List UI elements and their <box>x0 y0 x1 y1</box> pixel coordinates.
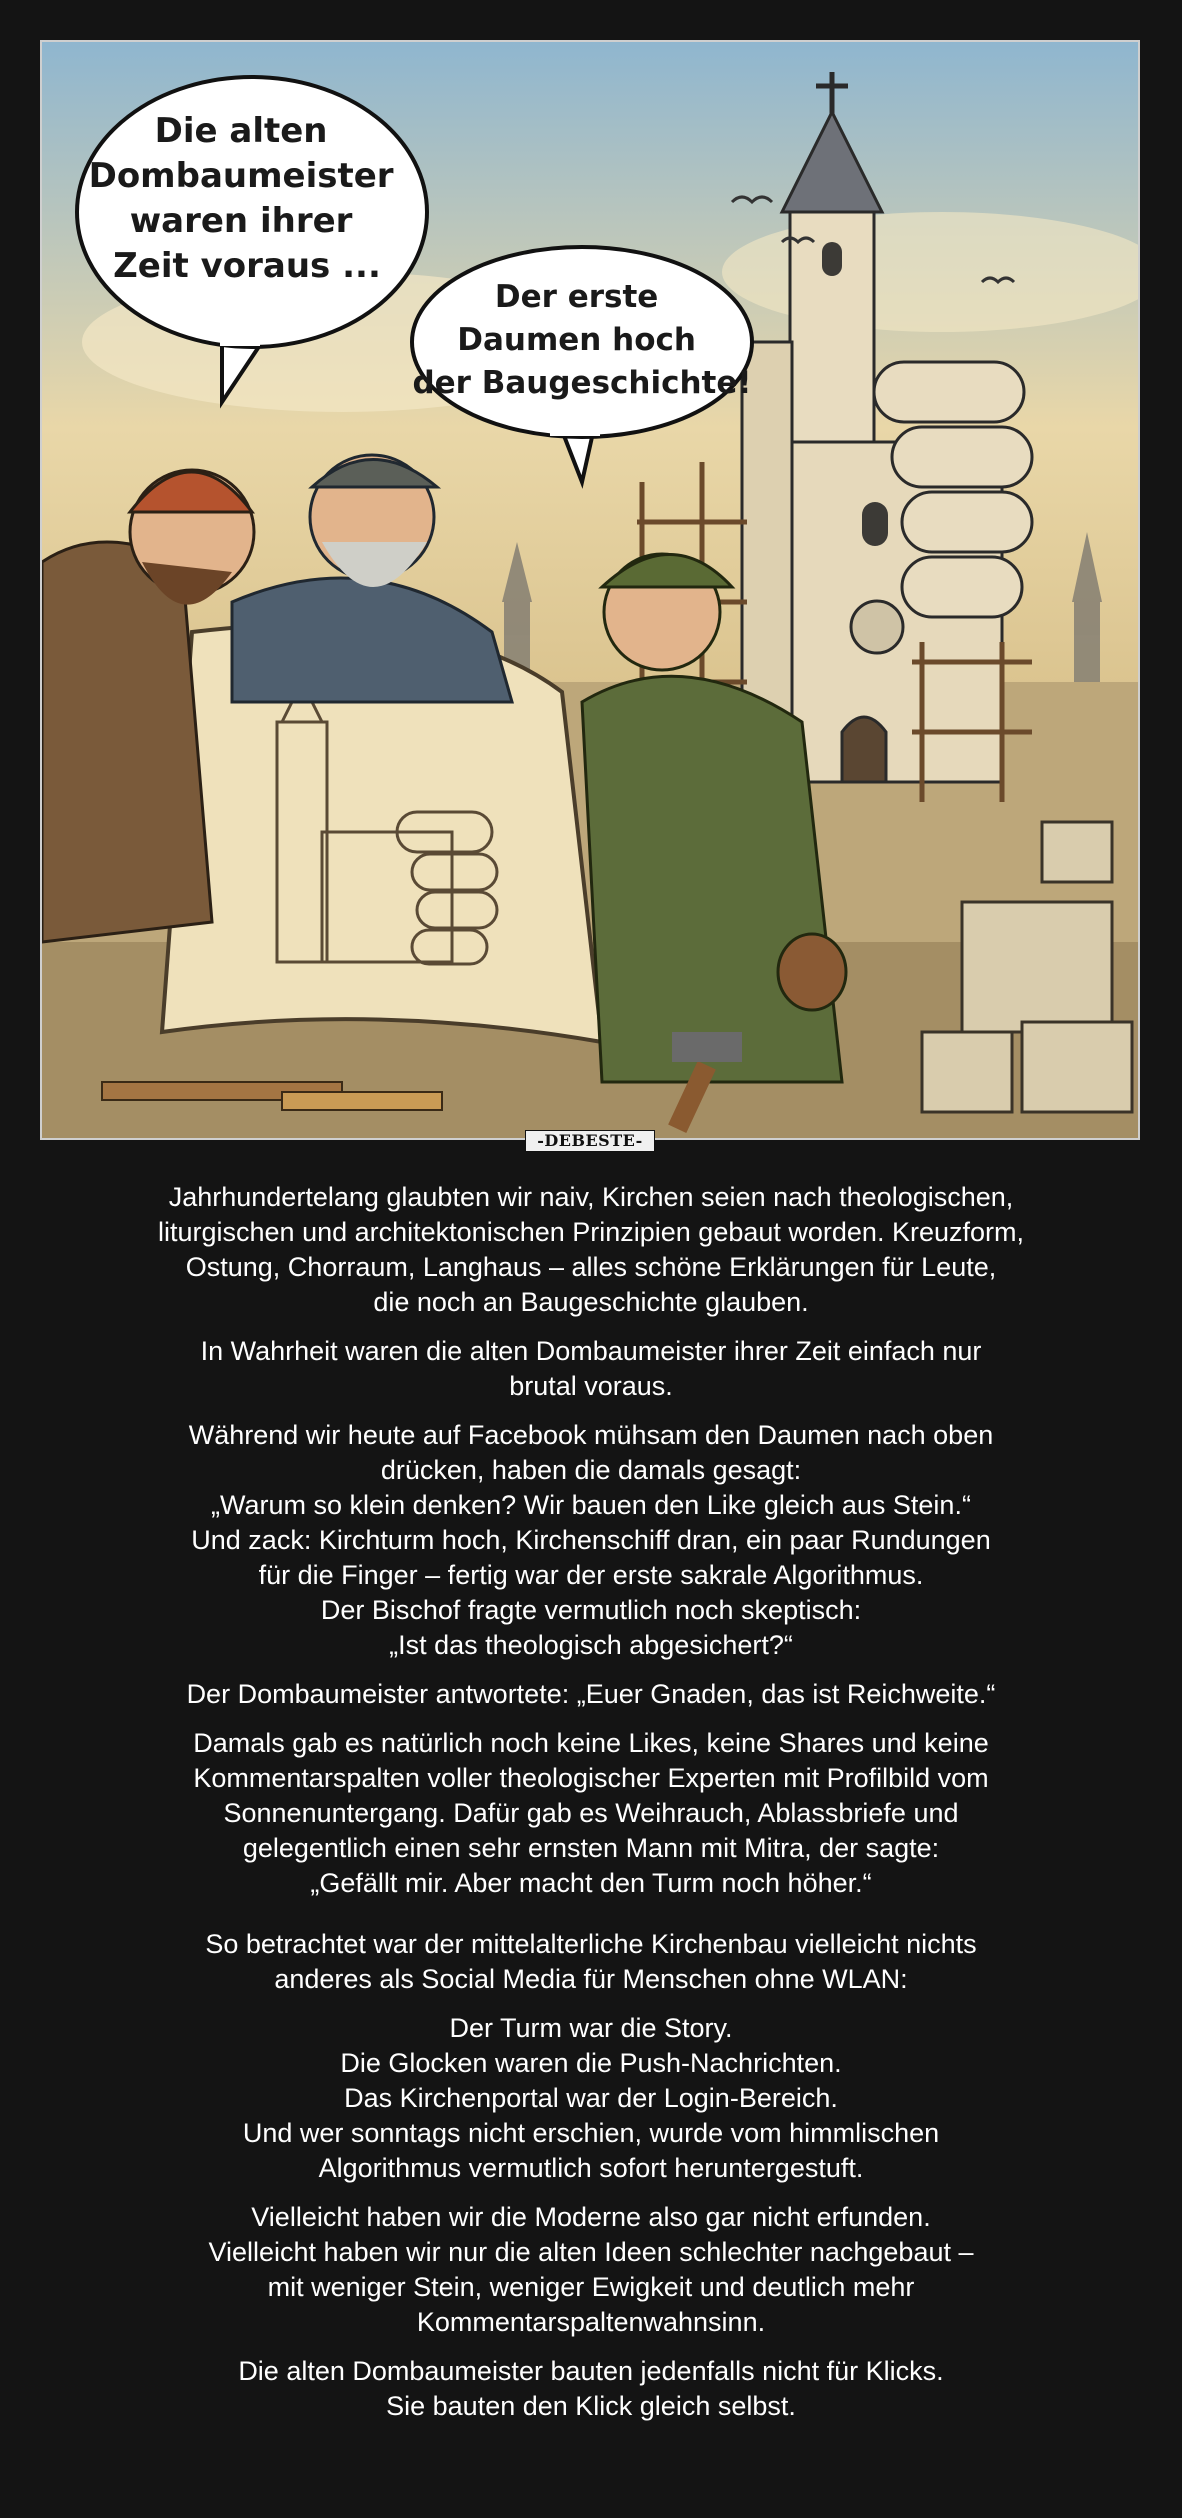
comic-image <box>40 40 1140 1140</box>
watermark-logo: -DEBESTE- <box>525 1130 655 1152</box>
comic-illustration <box>42 42 1138 1138</box>
paragraph-5: Damals gab es natürlich noch keine Likes, keine Shares und keine Kommentarspalten voller theologischer Experten mit Profilbild vom Sonnenuntergang. Dafür gab es Weihrauch, Ablassbriefe und gelegentlich einen sehr ernsten Mann mit Mitra, der sagte: „Gefällt mir. Aber macht den Turm noch höher.“ <box>193 1728 989 1898</box>
paragraph-1: Jahrhundertelang glaubten wir naiv, Kirchen seien nach theologischen, liturgischen und architektonischen Prinzipien gebaut worden. Kreuzform, Ostung, Chorraum, Langhaus – alles schöne Erklärungen für Leute, die noch an Baugeschichte glauben. <box>158 1182 1024 1317</box>
paragraph-8: Vielleicht haben wir die Moderne also gar nicht erfunden. Vielleicht haben wir nur die alten Ideen schlechter nachgebaut – mit weniger Stein, weniger Ewigkeit und deutlich mehr Kommentarspaltenwahnsinn. <box>208 2202 974 2337</box>
paragraph-6: So betrachtet war der mittelalterliche Kirchenbau vielleicht nichts anderes als Social Media für Menschen ohne WLAN: <box>205 1929 977 1994</box>
paragraph-7: Der Turm war die Story. Die Glocken waren die Push-Nachrichten. Das Kirchenportal war der Login-Bereich. Und wer sonntags nicht erschien, wurde vom himmlischen Algorithmus vermutlich sofort heruntergestuft. <box>242 2013 940 2183</box>
paragraph-9: Die alten Dombaumeister bauten jedenfalls nicht für Klicks. Sie bauten den Klick gleich selbst. <box>238 2356 944 2421</box>
caption-text <box>80 1180 1102 2438</box>
bubble-left-text: Die alten Dombaumeister waren ihrer Zeit voraus ... <box>88 111 394 286</box>
paragraph-2: In Wahrheit waren die alten Dombaumeister ihrer Zeit einfach nur brutal voraus. <box>200 1336 982 1401</box>
paragraph-4: Der Dombaumeister antwortete: „Euer Gnaden, das ist Reichweite.“ <box>186 1679 996 1709</box>
paragraph-3: Während wir heute auf Facebook mühsam den Daumen nach oben drücken, haben die damals gesagt: „Warum so klein denken? Wir bauen den Like gleich aus Stein.“ Und zack: Kirchturm hoch, Kirchenschiff dran, ein paar Rundungen für die Finger – fertig war der erste sakrale Algorithmus. Der Bischof fragte vermutlich noch skeptisch: „Ist das theologisch abgesichert?“ <box>188 1420 994 1660</box>
bubble-right-text: Der erste Daumen hoch der Baugeschichte! <box>412 279 752 401</box>
